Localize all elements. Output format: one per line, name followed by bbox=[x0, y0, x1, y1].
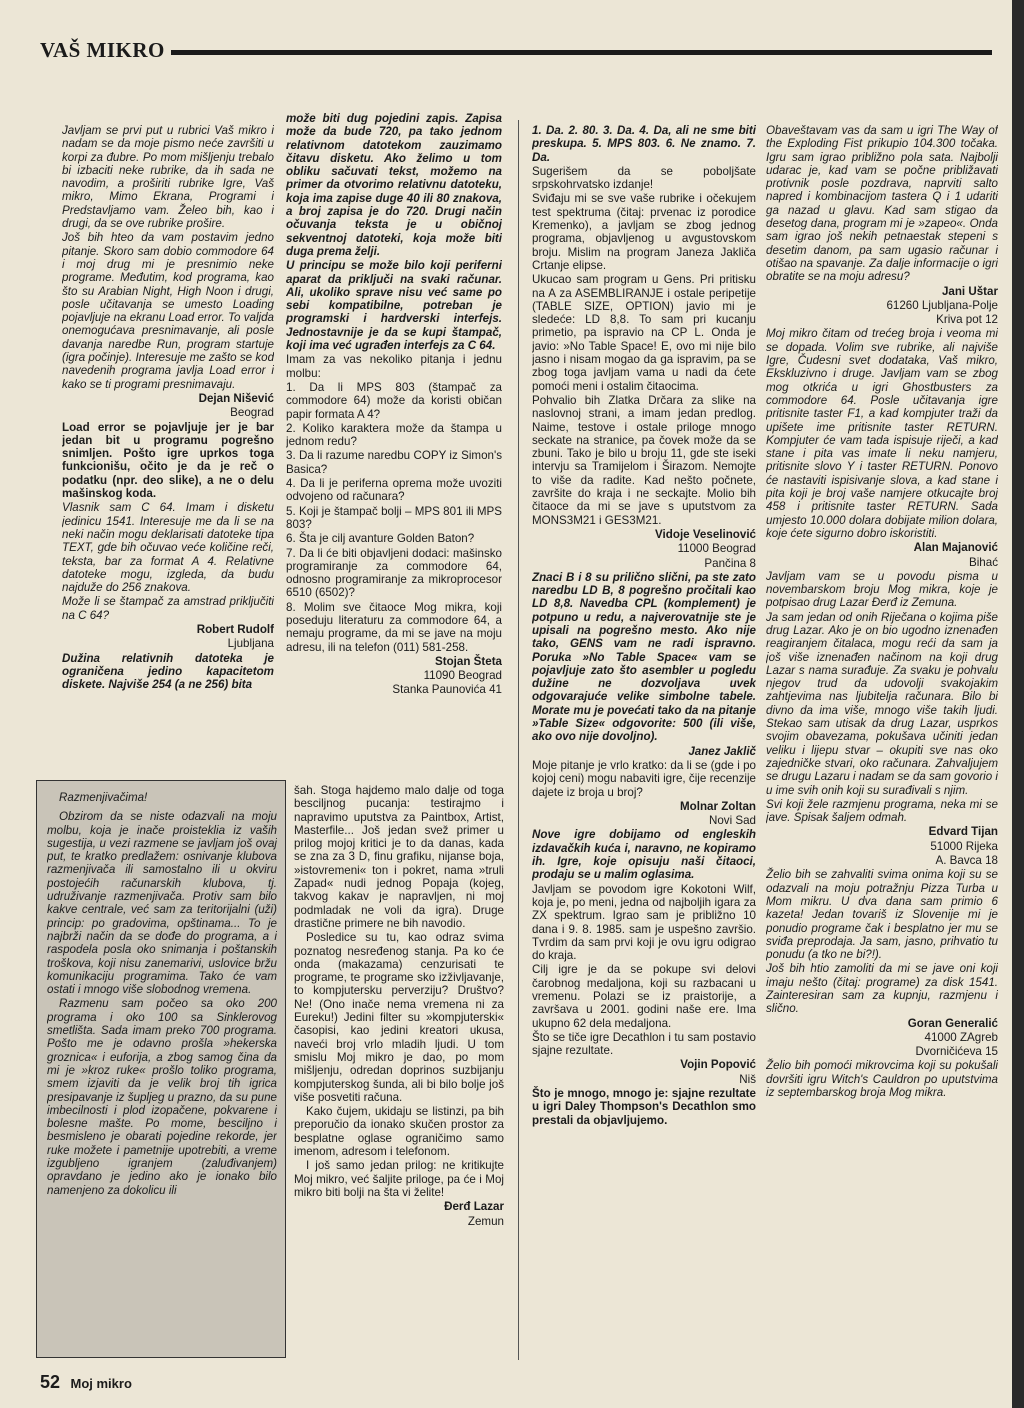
letter-signature: Goran Generalić bbox=[907, 1016, 998, 1030]
section-header bbox=[40, 38, 992, 62]
column-3 bbox=[532, 124, 756, 1360]
editor-answer: Load error se pojavljuje jer je bar jedan bit u programu pogrešno snimljen. Pošto igre uprkos toga funkcionišu, očito je da je reč o podatku (npr. deo slike), a ne o delu mašinskog koda. bbox=[62, 420, 274, 501]
letter-text: Moj mikro čitam od trećeg broja i veoma mi se dopada. Volim sve rubrike, ali najviše Igre, Čudesni svet dodataka, Vaš mikro, Ekskluzivno i druge. Javljam vam se zbog mog otkrića u igri Ghostbusters za commodore 64. Posle učitavanja igre pritisnite taster F1, a kad kompjuter traži da upišete ime pritisnite taster RETURN. Kompjuter će vam tada ispisuje riječi, a kad stane i pita vas imate li neku namjeru, pritisnite slovo Y i taster RETURN. Ponovo će nastaviti ispisivanje slova, a kad stane i pita koji je broj vaše namjere otkucajte broj 458 i pritisnite taster RETURN. Sada umjesto 10.000 dolara dobijate milion dolara, koje ćete sigurno dobro iskoristiti. bbox=[766, 327, 998, 540]
question: 1. Da li MPS 803 (štampač za commodore 64) može da koristi običan papir formata A 4? bbox=[286, 380, 502, 421]
letter-city: 51000 Rijeka bbox=[930, 839, 998, 853]
editor-answer: Dužina relativnih datoteka je ograničena jedino kapacitetom diskete. Najviše 254 (a ne 256) bita bbox=[62, 651, 274, 692]
letter-text: šah. Stoga hajdemo malo dalje od toga besciljnog pucanja: testirajmo i napravimo uputstva za Paintbox, Artist, Masterfile... Još jedan svež primer u prilog mojoj kritici je to da danas, kada se zna za 3 D, finu grafiku, nijanse boja, »istovremeni« ton i pokret, nama »truli Zapad« nudi jednog Popaja (kojeg, takvog kakav je napravljen, ni moj podmladak ne voli da igra). Druge drastične primere ne bih navodio. bbox=[294, 784, 504, 930]
letter-signature: Vidoje Veselinović bbox=[655, 527, 756, 541]
letter-text: Želio bih se zahvaliti svima onima koji su se odazvali na moju potražnju Pizza Turba u Mom mikru. U dva dana sam primio 6 kazeta! Jedan tovariš iz Slovenije mi je ponudio programe čak i besplatno jer mu se sviđa preprodaja. Ja sam, jasno, prihvatio tu ponudu (a tko ne bi?!). bbox=[766, 868, 998, 962]
question: 4. Da li je periferna oprema može uvoziti odvojeno od računara? bbox=[286, 477, 502, 504]
letter-signature: Alan Majanović bbox=[913, 541, 998, 555]
letter-street: Stanka Paunovića 41 bbox=[392, 683, 502, 697]
razmenjivacima-box bbox=[36, 780, 286, 1358]
letter-signature: Edvard Tijan bbox=[928, 825, 998, 839]
letter-street: Pančina 8 bbox=[704, 556, 756, 570]
letter-street: Dvorničićeva 15 bbox=[915, 1045, 998, 1059]
question: 3. Da li razume naredbu COPY iz Simon's Basica? bbox=[286, 449, 502, 476]
page-edge-shadow bbox=[1012, 0, 1024, 1408]
letter-text: Ukucao sam program u Gens. Pri pritisku na A za ASEMBLIRANJE i ostale peripetije (TABLE SIZE, OPTION) javio mi je sledeće: LD 8,8. To sam pri kucanju primetio, pa ispravio na CP L. Onda je javio: »No Table Space! E, ovo mi nije bilo jasno i nisam mogao da ga ispravim, pa se zbog toga javljam vama u nadi da ćete pomoći meni i ostalim čitaocima. bbox=[532, 273, 756, 393]
magazine-name: Moj mikro bbox=[70, 1376, 132, 1391]
letter-signature: Molnar Zoltan bbox=[680, 799, 756, 813]
question: 2. Koliko karaktera može da štampa u jednom redu? bbox=[286, 421, 502, 449]
letter-text: Sviđaju mi se sve vaše rubrike i očekujem test spektruma (čitaj: prvenac iz porodice Kremenko), a javljam se zbog jednog programa, objavljenog u avgustovskom broju. Mislim na program Janeza Jakliča Crtanje elipse. bbox=[532, 192, 756, 272]
box-text: Razmenu sam počeo sa oko 200 programa i oko 100 sa Sinklerovog smetlišta. Sada imam preko 700 programa. Pošto me je odavno prošla »hekerska groznica« i euforija, a zbog samog čina da mi je »kroz ruke« prošlo toliko programa, smem izjaviti da je velik broj tih igrica presipavanje iz šupljeg u prazno, da su pune imbecilnosti i plod izopačene, pokvarene i bolesne mašte. Po mome, besciljno i besmisleno je obarati pojedine rekorde, jer ruke možete i pametnije upotrebiti, a vreme izgubljeno igranjem (zaluđivanjem) opravdano je jedino ako je ionako bilo namenjeno za dokolicu ili bbox=[47, 997, 277, 1197]
letter-text: Ja sam jedan od onih Riječana o kojima piše drug Lazar. Ako je on bio ugodno iznenađen reagiranjem čitalaca, mogu reći da sam ja još više iznenađen načinom na koji drug Lazar s nama surađuje. Za svaku je pohvalu njegov trud da udovolji svakojakim zahtjevima nas ljubitelja računara. Bilo bi divno da ima više, mnogo više takih ljudi. Stekao sam utisak da drug Lazar, usprkos svojim obavezama, pokušava učiniti jedan veliku i lijepu stvar – okupiti sve nas oko zajedničke stvari, oko računara. Zahvaljujem se drugu Lazaru i nadam se da sam govorio i u ime svih onih koji su surađivali s njim. bbox=[766, 610, 998, 797]
column-4 bbox=[766, 124, 998, 1360]
letter-text: Sugerišem da se poboljšate srpskohrvatsko izdanje! bbox=[532, 164, 756, 192]
letter-street: Kriva pot 12 bbox=[936, 313, 998, 327]
letter-city: Novi Sad bbox=[708, 814, 756, 828]
letter-text: Još bih htio zamoliti da mi se jave oni koji imaju nešto (čitaj: programe) za disk 1541. Zainteresiran sam za kupnju, razmjenu i slično. bbox=[766, 962, 998, 1016]
letter-city: 11090 Beograd bbox=[423, 669, 502, 683]
question: 5. Koji je štampač bolji – MPS 801 ili MPS 803? bbox=[286, 504, 502, 531]
column-divider bbox=[518, 120, 519, 1360]
letter-text: Svi koji žele razmjenu programa, neka mi se jave. Spisak šaljem odmah. bbox=[766, 797, 998, 825]
letter-signature: Robert Rudolf bbox=[196, 622, 274, 636]
box-text: Obzirom da se niste odazvali na moju molbu, koja je inače proisteklia iz vaših sugestija, u vezi razmene se javljam još ovaj put, te kratko predlažem: osnivanje klubova razmenjivača ili samostalno ili u okviru postojećih računarskih klubova, tj. udruživanje razmenjivača. Protiv sam bilo kakve centrale, već sam za teritorijalni (uži) princip: po gradovima, opštinama... To je najbrži način da se dođe do programa, a i raspodela posla oko snimanja i poštanskih troškova, koji nisu zanemarivi, uslovice bržu komunikaciju programima. Tako će vam ostati i mnogo više slobodnog vremena. bbox=[47, 810, 277, 997]
editor-answer: 1. Da. 2. 80. 3. Da. 4. Da, ali ne sme biti preskupa. 5. MPS 803. 6. Ne znamo. 7. Da. bbox=[532, 124, 756, 164]
letter-text: I još samo jedan prilog: ne kritikujte Moj mikro, već šaljite priloge, pa će i Moj mikro biti bolji na šta vi želite! bbox=[294, 1159, 504, 1199]
letter-signature: Vojin Popović bbox=[680, 1058, 756, 1072]
letter-text: Pohvalio bih Zlatka Drčara za slike na naslovnoj strani, a imam jedan predlog. Naime, testove i ostale priloge mnogo seckate na stranice, pa čovek može da se zbuni. Tako je bilo u broju 11, gde ste iseki intervju sa Tramijelom i Širazom. Nemojte to više da radite. Kad nešto počnete, završite do kraja i ne seckajte. Molio bih čitaoce da mi se jave s uputstvom za MONS3M21 i GES3M21. bbox=[532, 393, 756, 527]
letter-city: Bihać bbox=[968, 555, 998, 569]
letter-text: Moje pitanje je vrlo kratko: da li se (gde i po kojoj ceni) mogu nabaviti igre, čije recenzije dajete iz broja u broj? bbox=[532, 758, 756, 799]
letter-text: Kako čujem, ukidaju se listinzi, pa bih preporučio da ionako skučen prostor za besplatne oglase ograničimo samo imenom, adresom i telefonom. bbox=[294, 1105, 504, 1159]
page-footer bbox=[40, 1372, 132, 1393]
answer-signature: Janez Jaklič bbox=[688, 744, 756, 758]
letter-signature: Dejan Nišević bbox=[198, 391, 274, 405]
letter-text: Imam za vas nekoliko pitanja i jednu molbu: bbox=[286, 353, 502, 380]
letter-signature: Đerđ Lazar bbox=[444, 1200, 504, 1214]
letter-city: 11000 Beograd bbox=[677, 542, 756, 556]
letter-text: Javljam vam se u povodu pisma u novembarskom broju Mog mikra, koje je potpisao drug Lazar Đerđ iz Zemuna. bbox=[766, 569, 998, 610]
editor-answer: U principu se može bilo koji periferni aparat da priključi na svaki računar. Ali, ukoliko sprave nisu već same po sebi kompatibilne, potreban je programski i hardverski interfejs. Jednostavnije je da se kupi štampač, koji ima već ugrađen interfejs za C 64. bbox=[286, 259, 502, 353]
question: 7. Da li će biti objavljeni dodaci: mašinsko programiranje za commodore 64, odnosno programiranje za mikroprocesor 6510 (6502)? bbox=[286, 546, 502, 600]
letter-text: Još bih hteo da vam postavim jedno pitanje. Skoro sam dobio commodore 64 i moj drug mi je presnimio neke programe. Međutim, kod programa, kao što su Arabian Night, High Noon i drugi, posle učitavanja se umesto Loading pojavljuje na ekranu Load error. To valjda onemogućava presnimavanje, ali posle davanja naredbe Run, program startuje (igra počinje). Interesuje me zašto se kod navedenih programa javlja Load error i kako se ti programi presnimavaju. bbox=[62, 231, 274, 391]
letter-text: Želio bih pomoći mikrovcima koji su pokušali dovršiti igru Witch's Cauldron po uputstvima iz septembarskog broja Mog mikra. bbox=[766, 1059, 998, 1100]
column-2 bbox=[286, 112, 502, 772]
letter-city: 41000 ZAgreb bbox=[924, 1030, 998, 1044]
editor-answer: Što je mnogo, mnogo je: sjajne rezultate u igri Daley Thompson's Decathlon smo prestali da objavljujemo. bbox=[532, 1087, 756, 1127]
section-title: VAŠ MIKRO bbox=[40, 38, 171, 62]
question: 6. Šta je cilj avanture Golden Baton? bbox=[286, 532, 475, 546]
letter-text: Što se tiče igre Decathlon i tu sam postavio sjajne rezultate. bbox=[532, 1030, 756, 1058]
letter-signature: Stojan Šteta bbox=[435, 654, 502, 668]
letter-street: A. Bavca 18 bbox=[935, 854, 998, 868]
letter-city: Beograd bbox=[230, 406, 274, 420]
column-1 bbox=[62, 124, 274, 772]
letter-text: Javljam se povodom igre Kokotoni Wilf, koja je, po meni, jedna od najboljih igara za ZX spektrum. Igrao sam je približno 10 dana i 9. 8. 1985. sam je uspešno završio. Tvrdim da sam prvi koji je ovu igru odigrao do kraja. bbox=[532, 882, 756, 963]
editor-answer: Nove igre dobijamo od engleskih izdavačkih kuća i, naravno, ne kopiramo ih. Igre, koje opisuju naši čitaoci, prodaju se u malim oglasima. bbox=[532, 828, 756, 882]
header-rule bbox=[40, 50, 992, 55]
letter-signature: Jani Uštar bbox=[941, 284, 998, 298]
letter-text: Javljam se prvi put u rubrici Vaš mikro i nadam se da moje pismo neće završiti u korpi za đubre. Po mom mišljenju trebalo bi izbaciti neke rubrike, da ih sada ne navodim, a proširiti rubrike Igre, Vaš mikro, Mimo Ekrana, Programi i Predstavljamo vam. Želeo bih, kao i drugi, da se ove rubrike prošire. bbox=[62, 124, 274, 231]
box-title: Razmenjivačima! bbox=[59, 791, 148, 804]
editor-answer: može biti dug pojedini zapis. Zapisa može da bude 720, pa tako jednom relativnom datotekom zauzimamo čitavu disketu. Ako želimo u tom obliku sačuvati tekst, možemo na primer da otvorimo relativnu datoteku, koja ima zapise duge 40 ili 80 znakova, a broj zapisa je do 720. Drugi način očuvanja teksta je u običnoj sekventnoj datoteki, koja može biti duga prema želji. bbox=[286, 112, 502, 258]
letter-city: Niš bbox=[739, 1072, 756, 1086]
letter-city: Zemun bbox=[467, 1214, 504, 1228]
letter-text: Obaveštavam vas da sam u igri The Way of the Exploding Fist prikupio 104.300 točaka. Igru sam igrao približno pola sata. Najbolji udarac je, kad vam se počne približavati protivnik posle pozdrava, naprviti salto napred i kombinacijom tastera Q i 1 udariti ga nazad u glavu. Kad sam stigao da desetog dana, program mi je »zapeo«. Onda sam igrao još nekih petnaestak stepeni s desetim danom, pa sam ugasio računar i otišao na spavanje. Za dalje informacije o igri obratite se na moju adresu? bbox=[766, 124, 998, 284]
letter-text: Vlasnik sam C 64. Imam i disketu jedinicu 1541. Interesuje me da li se na neki način mogu deklarisati datoteke tipa TEXT, gde bih očuvao veće količine reči, teksta, bar za format A 4. Relativne datoteke mogu, izgleda, da budu najduže do 256 znakova. bbox=[62, 501, 274, 595]
letter-text: Cilj igre je da se pokupe svi delovi čarobnog medaljona, koji su razbacani u vremenu. Polazi se iz praistorije, a završava u 2001. godini naše ere. Ima ukupno 62 dela medaljona. bbox=[532, 963, 756, 1030]
page-number: 52 bbox=[40, 1372, 61, 1392]
letter-text: Može li se štampač za amstrad priključiti na C 64? bbox=[62, 595, 274, 622]
letter-text: Posledice su tu, kao odraz svima poznatog nesređenog stanja. Pa ko će onda (makazama) cenzurisati te programe, te programe sko izživljavanje, to kompjutersku perverziju? Društvo? Ne! (Ono inače nema vremena ni za Eureku!) Jedini filter su »kompjuterski« časopisi, kao jedini kreatori ukusa, naveći broj vrlo mladih ljudi. U tom smislu Moj mikro je dao, po mom mišljenju, odredan doprinos suzbijanju kompjuterskog šunda, ali bi bilo bolje još više posvetiti računa. bbox=[294, 931, 504, 1104]
box-content bbox=[47, 791, 277, 1351]
letter-city: 61260 Ljubljana-Polje bbox=[886, 298, 998, 312]
column-2-lower bbox=[294, 784, 504, 1360]
question: 8. Molim sve čitaoce Mog mikra, koji poseduju literaturu za commodore 64, a nemaju programe, da mi se jave na moju adresu, ili na telefon (011) 581-258. bbox=[286, 600, 502, 654]
letter-city: Ljubljana bbox=[227, 637, 274, 651]
editor-answer: Znaci B i 8 su prilično slični, pa ste zato naredbu LD B, 8 pogrešno pročitali kao LD 8,8. Navedba CPL (komplement) je potpuno u redu, a najverovatnije ste je upisali na pogrešno mesto. Ako nije tako, GENS vam ne radi ispravno. Poruka »No Table Space« vam se pojavljuje zato što asembler u pogledu dužine ne dozvoljava uvek odgovarajuće velike simbolne tabele. Morate mu je povećati tako da na pitanje »Table Size« odgovorite: 500 (ili više, ako ovo nije dovoljno). bbox=[532, 570, 756, 744]
